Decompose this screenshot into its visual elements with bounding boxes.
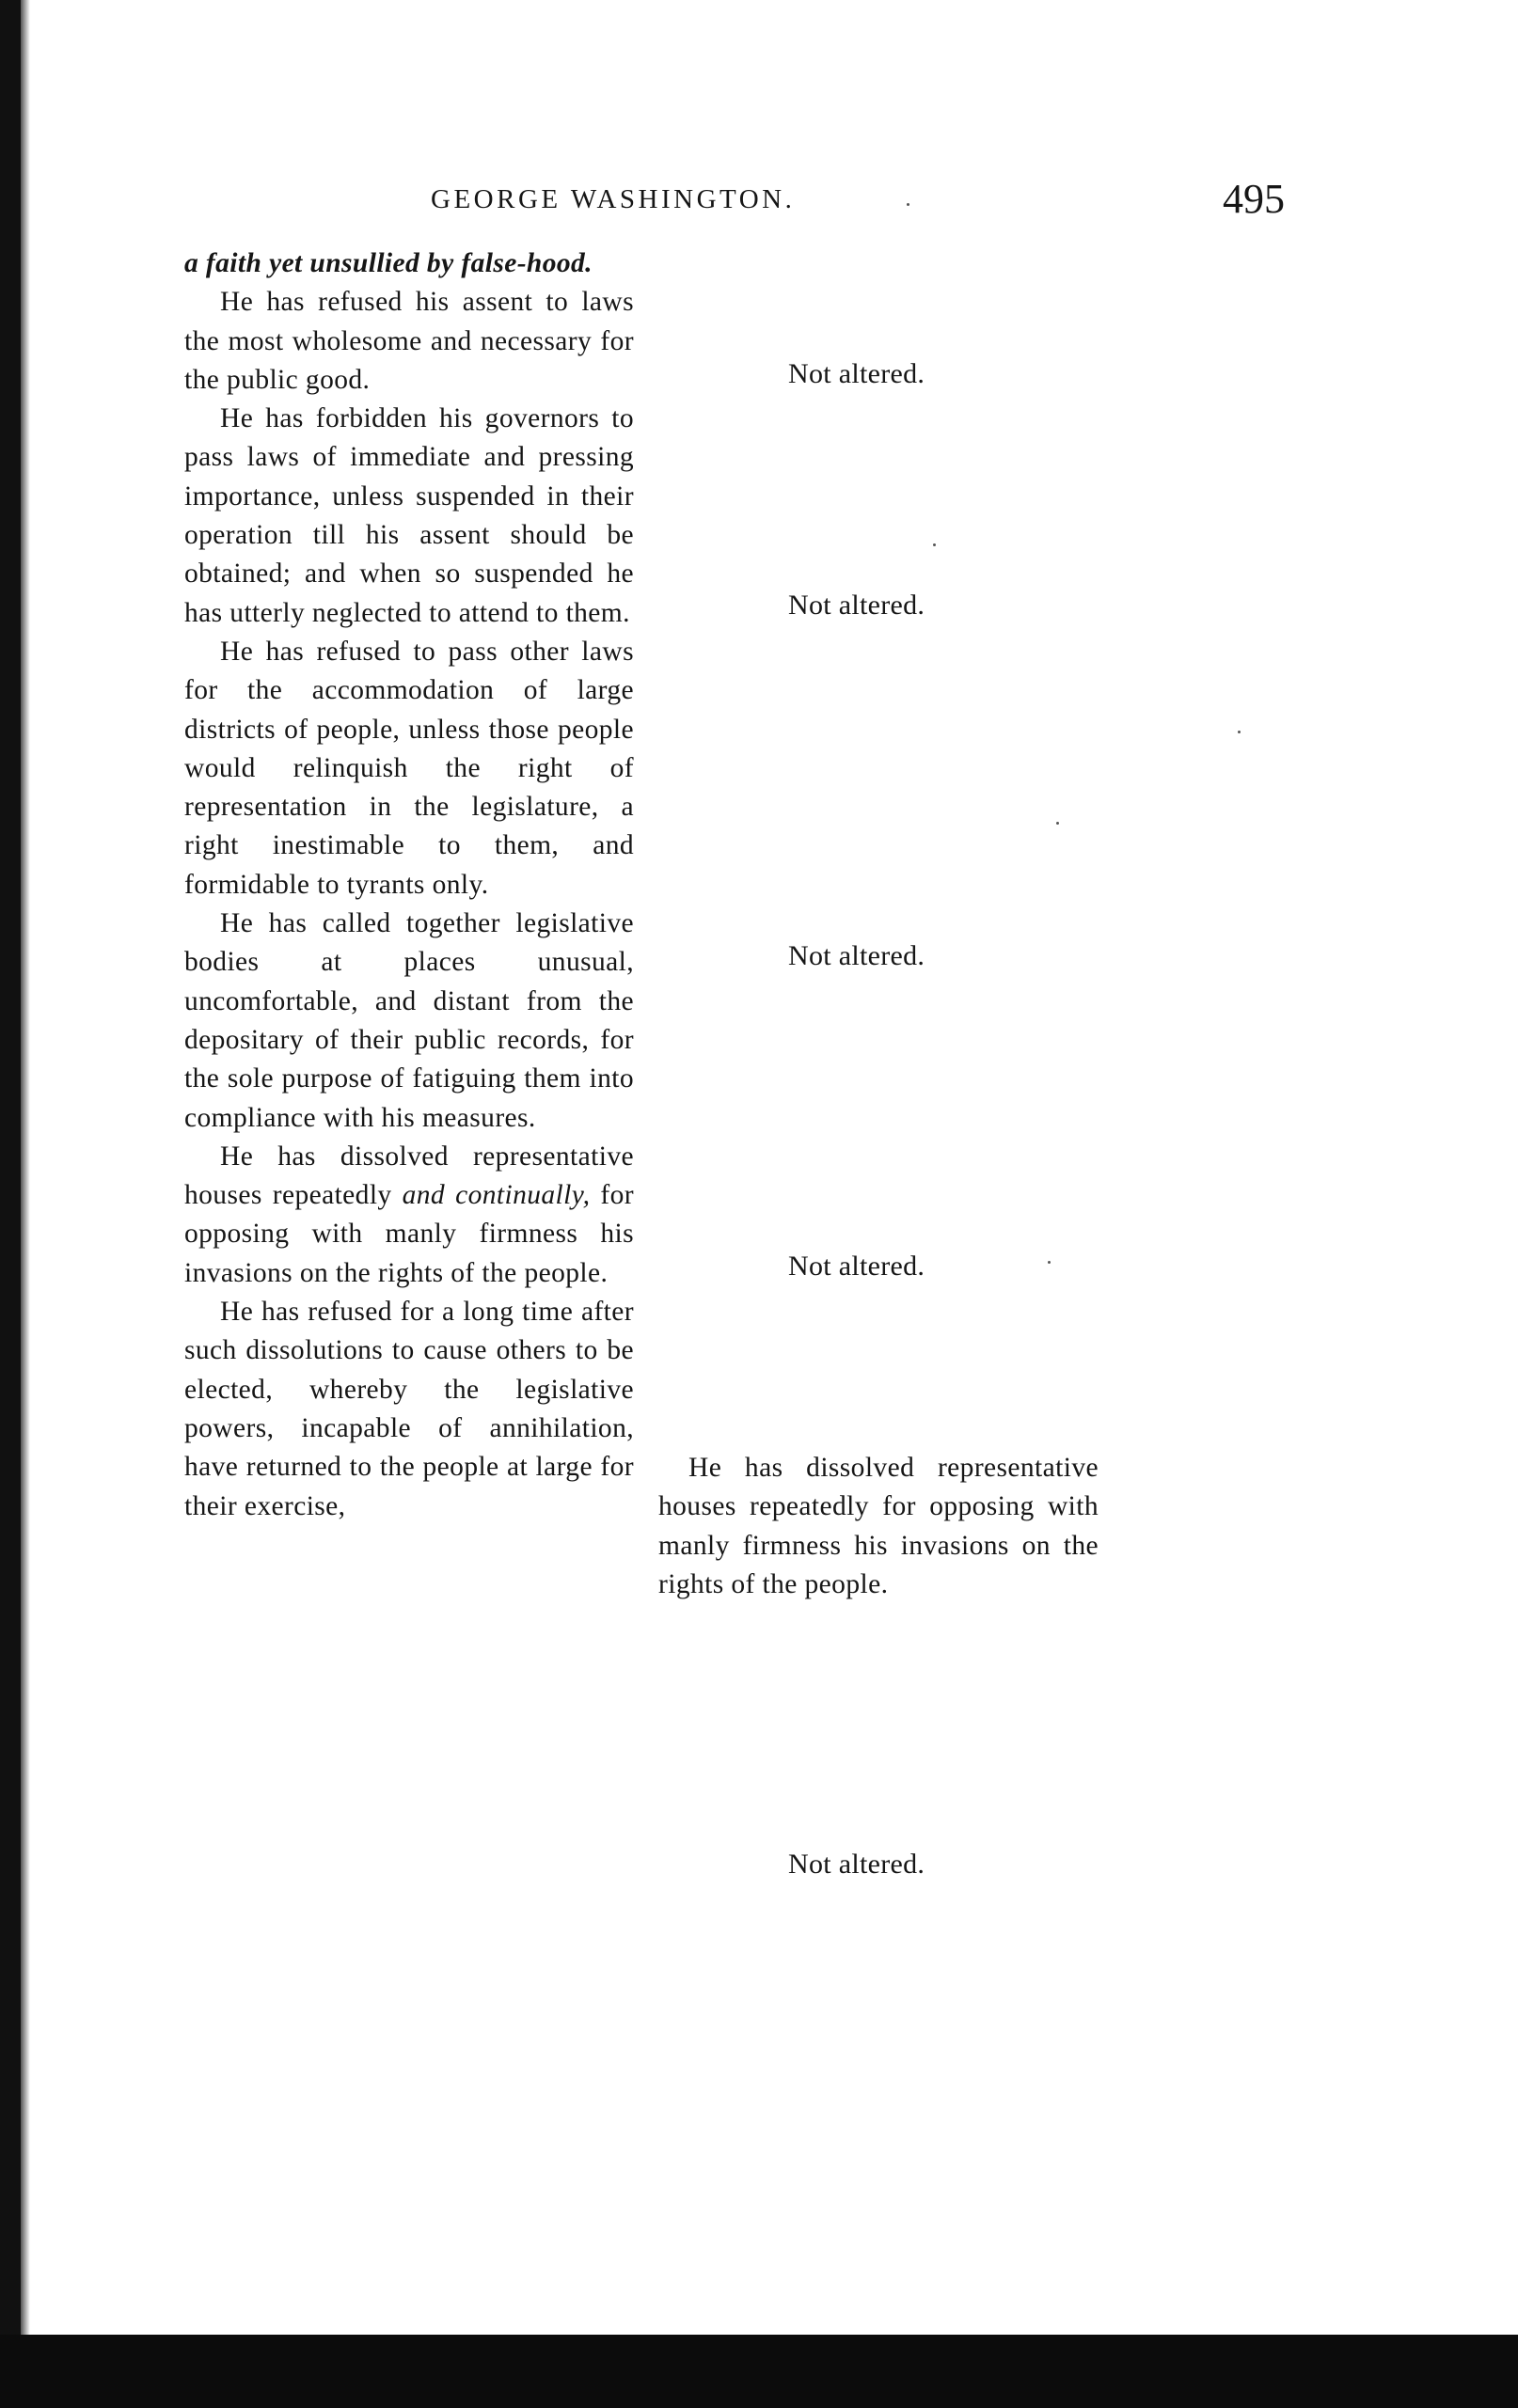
paragraph-dissolved-houses <box>184 1138 634 1293</box>
not-altered-note: Not altered. <box>788 1251 925 1282</box>
scan-speck <box>907 203 909 206</box>
scan-speck <box>1238 731 1241 733</box>
paragraph-legislative-bodies: He has called together legislative bodies at places unusual, uncomfortable, and distant from the depositary of their public records, for the sole purpose of fatiguing them into compliance with his measures. <box>184 908 634 1133</box>
scan-speck <box>933 543 936 546</box>
paragraph-representation: He has refused to pass other laws for the accommodation of large districts of people, unless those people would relinquish the right of representation in the legislature, a right inestimable to them, and formidable to tyrants only. <box>184 636 634 900</box>
running-head: GEORGE WASHINGTON. <box>431 184 796 214</box>
paragraph-governors: He has forbidden his governors to pass laws of immediate and pressing importance, unless suspended in their operation till his assent should be obtained; and when so suspended he has utterly neglected to attend to them. <box>184 403 634 628</box>
scan-left-edge-shadow <box>21 0 30 2408</box>
italic-fragment: a faith yet unsullied by false-hood. <box>184 248 593 278</box>
revised-paragraph-dissolved-houses: He has dissolved representative houses repeatedly for opposing with manly firmness his invasions on the rights of the people. <box>658 1453 1099 1599</box>
scan-speck <box>1048 1261 1051 1264</box>
text-fragment: for opposing with manly firmness his invasions on the rights of the people. <box>184 1180 635 1288</box>
text-fragment: He has dissolved representative houses repeatedly <box>184 1141 634 1211</box>
original-text-column <box>184 244 634 1526</box>
page-number: 495 <box>1223 176 1285 222</box>
paragraph-assent: He has refused his assent to laws the most wholesome and necessary for the public good. <box>184 287 634 395</box>
scan-left-edge <box>0 0 21 2408</box>
not-altered-note: Not altered. <box>788 590 925 621</box>
italic-emphasis: and continually, <box>402 1180 591 1211</box>
not-altered-note: Not altered. <box>788 1849 925 1880</box>
not-altered-note: Not altered. <box>788 358 925 389</box>
paragraph-dissolutions: He has refused for a long time after such dissolutions to cause others to be elected, whereby the legislative powers, incapable of annihilation, have returned to the people at large for their exercise, <box>184 1297 634 1521</box>
scan-bottom-border <box>0 2335 1518 2408</box>
scan-speck <box>1056 822 1059 825</box>
paragraph-continuation <box>184 244 634 283</box>
not-altered-note: Not altered. <box>788 940 925 971</box>
